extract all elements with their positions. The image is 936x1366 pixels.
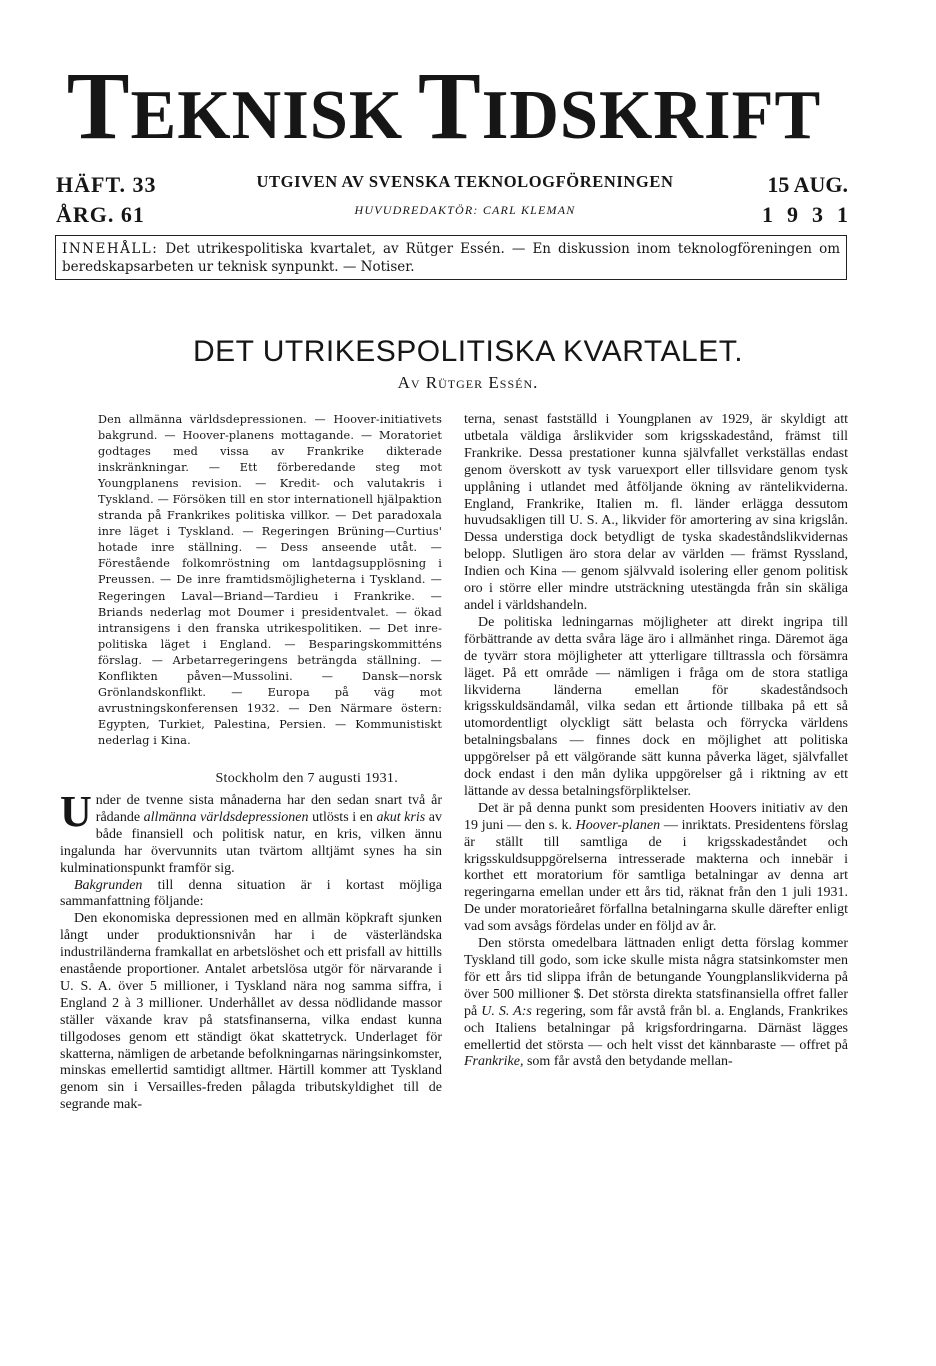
issue-year: 1931 (762, 202, 862, 227)
paragraph: terna, senast fastställd i Youngplanen av 1929, är skyldigt att utbetala väldiga årslikvider som krigsskadestånd, främst till Frankrike. Dessa prestationer kunna självfallet verkställas endast genom överskott av tysk varuexport eller tillsvidare genom tysk upplåning i utlandet med åtföljande ökning av räntelikviderna. England, Frankrike, Italien m. fl. länder erlägga dessutom huvudsakligen till U. S. A., likvider för amortering av sina krigslån. Dessa understiga dock betydligt de tyska skadeståndslikvidernas belopp. Slutligen äro stora delar av världen — främst Ryssland, Indien och Kina — genom självvald isolering eller genom politisk oro i större eller mindre utsträckning utestängda från sin skäliga andel i världshandeln. (464, 412, 848, 613)
paragraph: Bakgrunden till denna situation är i kortast möjliga sammanfattning följande: (60, 877, 442, 910)
paragraph: Under de tvenne sista månaderna har den sedan snart två år rådande allmänna världsdepressionen utlösts i en akut kris av både finansiell och politisk natur, en kris, vilken ännu ingalunda har övervunnits utan tvärtom alltjämt synes ha sin kulminationspunkt framför sig. (60, 786, 442, 876)
paragraph: Den ekonomiska depressionen med en allmän köpkraft sjunken långt under produktionsnivån har i de västerländska industriländerna framkallat en arbetslöshet och ett prisfall av hittills enastående proportioner. Antalet arbetslösa utgör för närvarande i U. S. A. över 5 millioner, i Tyskland nära nog samma siffra, i England 2 à 3 millioner. Underhållet av dessa nödlidande massor ställer växande krav på statsfinanserna, vilka endast kunna tillgodoses genom ett ständigt ökat skattetryck. Underlaget för skatterna, nämligen de arbetande befolkningarnas näringsinkomster, minskas emellertid samtidigt alltmer. Härtill kommer att Tyskland genom sin i Versailles-freden pålagda tributskyldighet till de segrande mak- (60, 911, 442, 1113)
contents-box (55, 235, 847, 280)
masthead-title (52, 52, 836, 159)
issue-number-block (56, 170, 156, 230)
publisher-block (200, 170, 730, 221)
paragraph: De politiska ledningarnas möjligheter att direkt ingripa till förbättrande av detta svåra läge äro i allmänhet ringa. Däremot äga de tyvärr stora möjligheter att ytterligare tilltrassla och försämra läget. På ett område — nämligen i fråga om de stora statliga likviderna länderna emellan för skadeståndsoch krigsskuldsändamål, vilka sedan ett årtionde tillbaka på ett så utomordentligt olyckligt sätt belasta och förrycka världens betalningsbalans — finnes dock en möjlighet att politiska uppgörelser på ett välgörande sätt kunna påverka läget, självfallet dock endast i den mån dylika uppgörelser gå i riktning av ett lättande av dessa betalningsförpliktelser. (464, 614, 848, 799)
paragraph: Den största omedelbara lättnaden enligt detta förslag kommer Tyskland till godo, som icke skulle mista några statsinkomster men för ett års tid slippa ifrån de betungande Youngplanslikviderna på över 500 millioner $. Det största direkta statsfinansiella offret faller på U. S. A:s regering, som får avstå från bl. a. Englands, Frankrikes och Italiens betalningar på krigsfordringarna. Därnäst lägges emellertid det största — och helt visst det kännbaraste — offret på Frankrike, som får avstå den betydande mellan- (464, 936, 848, 1070)
drop-cap: U (60, 786, 92, 836)
right-column (464, 412, 848, 1071)
left-column (60, 412, 442, 1114)
issue-date: 15 AUG. (767, 172, 848, 197)
article-dateline: Stockholm den 7 augusti 1931. (215, 770, 398, 786)
article-byline: Av Rütger Essén. (397, 373, 539, 392)
issue-arg: ÅRG. 61 (56, 202, 145, 227)
editor-line: HUVUDREDAKTÖR: CARL KLEMAN (354, 203, 576, 217)
left-body (60, 786, 442, 1114)
masthead-cap-1: T (66, 52, 131, 159)
masthead-word-2: IDSKRIFT (481, 77, 822, 154)
issue-date-block (762, 170, 862, 230)
contents-text: Det utrikespolitiska kvartalet, av Rütger Essén. — En diskussion inom teknologföreningen om beredskapsarbeten ur teknisk synpunkt. — Notiser. (62, 241, 840, 275)
article-title: DET UTRIKESPOLITISKA KVARTALET. (192, 335, 744, 368)
contents-label: INNEHÅLL: (62, 241, 159, 257)
masthead-cap-2: T (417, 52, 482, 159)
right-body (464, 412, 848, 1071)
article-summary: Den allmänna världsdepressionen. — Hoover-initiativets bakgrund. — Hoover-planens mottagande. — Moratoriet godtages med vissa av Frankrike dikterade inskränkningar. — Ett förberedande steg mot Youngplanens revision. — Kredit- och valutakris i Tyskland. — Försöken till en stor internationell hjälpaktion stranda på Frankrikes politiska villkor. — Det paradoxala inre läget i Tyskland. — Regeringen Brüning—Curtius' hotade inre ställning. — Dess anseende utåt. — Förestående folkomröstning om lantdagsupplösning i Preussen. — De inre framtidsmöjligheterna i Tyskland. — Regeringen Laval—Briand—Tardieu i Frankrike. — Briands nederlag mot Doumer i presidentvalet. — ökad intransigens i den franska utrikespolitiken. — Det inre-politiska läget i England. — Besparingskommitténs förslag. — Arbetarregeringens beträngda ställning. — Konflikten påven—Mussolini. — Dansk—norsk Grönlandskonflikt. — Europa på väg mot avrustningskonferensen 1932. — Den Närmare östern: Egypten, Turkiet, Palestina, Persien. — Kommunistiskt nederlag i Kina. (98, 413, 442, 747)
issue-haft: HÄFT. 33 (56, 172, 157, 197)
masthead-word-1: EKNISK (130, 77, 404, 154)
publisher-line: UTGIVEN AV SVENSKA TEKNOLOGFÖRENINGEN (256, 172, 674, 191)
paragraph: Det är på denna punkt som presidenten Hoovers initiativ av den 19 juni — den s. k. Hoover-planen — inriktats. Presidentens förslag är ställt till samtliga de i krigsskadeståndet och krigsskuldsuppgörelserna intresserade makterna och innebär i korthet ett moratorium för samtliga betalningar av denna art regeringarna emellan under ett års tid, räknat från den 1 juli 1931. De under moratorieåret förfallna betalningarna skulle därefter enligt vad som avsågs fördelas under en följd av år. (464, 800, 848, 935)
